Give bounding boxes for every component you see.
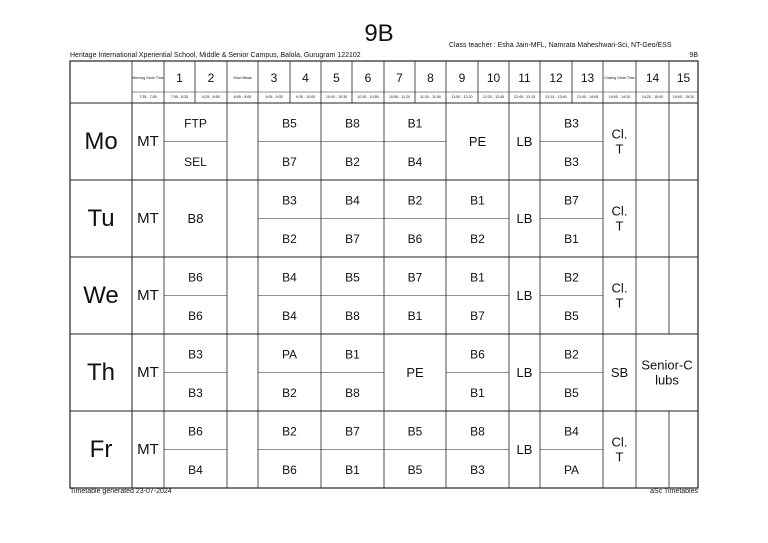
lesson-cell-top: B2 bbox=[564, 270, 579, 285]
lesson-cell-top: FTP bbox=[184, 116, 207, 131]
lesson-cell-top: B1 bbox=[470, 270, 485, 285]
period-label: 5 bbox=[333, 71, 340, 85]
lesson-cell: lubs bbox=[655, 372, 679, 388]
period-time: 7:55 - 8:25 bbox=[170, 95, 189, 99]
lesson-cell-bottom: B6 bbox=[407, 231, 423, 246]
lesson-cell: MT bbox=[137, 364, 159, 381]
period-time: 12:20 - 12:45 bbox=[482, 95, 505, 99]
lesson-cell-top: B8 bbox=[470, 424, 485, 439]
lesson-cell: MT bbox=[137, 441, 159, 458]
lesson-cell-top: B7 bbox=[407, 270, 423, 285]
lesson-cell-top: B2 bbox=[564, 347, 579, 362]
period-label: 7 bbox=[396, 71, 403, 85]
lesson-cell-bottom: B2 bbox=[345, 154, 360, 169]
period-time: 10:55 - 11:20 bbox=[389, 95, 410, 99]
lesson-cell-top: B6 bbox=[188, 270, 203, 285]
period-time: 12:45 - 13:15 bbox=[513, 95, 536, 99]
day-label: Mo bbox=[84, 128, 118, 155]
day-label: We bbox=[83, 282, 119, 309]
lesson-cell-top: B4 bbox=[345, 193, 360, 208]
period-time: 8:25 - 8:55 bbox=[202, 95, 220, 99]
lesson-cell-bottom: B6 bbox=[282, 462, 297, 477]
lesson-cell-top: B7 bbox=[564, 193, 579, 208]
class-title: 9B bbox=[364, 20, 394, 47]
period-time: 15:00 - 15:20 bbox=[672, 95, 695, 99]
lesson-cell-top: B8 bbox=[345, 116, 360, 131]
lesson-cell: Cl. bbox=[611, 434, 628, 450]
lesson-cell: MT bbox=[137, 133, 159, 150]
lesson-cell-bottom: B1 bbox=[345, 462, 360, 477]
lesson-cell-bottom: B5 bbox=[407, 462, 423, 477]
period-label: Closing Circle Time bbox=[604, 76, 635, 80]
period-time: 11:20 - 11:50 bbox=[420, 95, 441, 99]
lesson-cell: LB bbox=[516, 365, 533, 380]
lesson-cell: Cl. bbox=[611, 203, 628, 219]
period-label: Morning Circle Time bbox=[132, 76, 164, 80]
lesson-cell-top: B3 bbox=[282, 193, 297, 208]
period-label: Short Break bbox=[233, 76, 252, 80]
lesson-cell-bottom: B2 bbox=[282, 231, 297, 246]
lesson-cell-bottom: B7 bbox=[345, 231, 360, 246]
lesson-cell: PE bbox=[468, 134, 487, 149]
period-time: 10:00 - 10:30 bbox=[325, 95, 348, 99]
lesson-cell-bottom: B8 bbox=[345, 308, 360, 323]
period-time: 13:15 - 13:40 bbox=[545, 95, 567, 99]
lesson-cell-bottom: B3 bbox=[564, 154, 579, 169]
period-label: 13 bbox=[580, 71, 595, 85]
period-label: 6 bbox=[364, 71, 372, 85]
lesson-cell-top: B1 bbox=[407, 116, 423, 131]
period-time: 14:20 - 15:00 bbox=[641, 95, 664, 99]
period-label: 2 bbox=[207, 71, 215, 85]
lesson-cell-bottom: B1 bbox=[470, 385, 485, 400]
lesson-cell-bottom: B3 bbox=[470, 462, 485, 477]
period-label: 14 bbox=[645, 71, 660, 85]
period-time: 8:55 - 9:05 bbox=[233, 95, 252, 99]
lesson-cell-bottom: B5 bbox=[564, 385, 579, 400]
lesson-cell-top: B1 bbox=[470, 193, 485, 208]
period-label: 4 bbox=[302, 71, 309, 85]
lesson-cell-bottom: B5 bbox=[564, 308, 579, 323]
lesson-cell-bottom: B4 bbox=[188, 462, 203, 477]
lesson-cell-top: B1 bbox=[345, 347, 360, 362]
period-time: 7:35 - 7:55 bbox=[139, 95, 157, 99]
lesson-cell: MT bbox=[137, 210, 159, 227]
lesson-cell-top: B3 bbox=[188, 347, 203, 362]
lesson-cell: T bbox=[615, 141, 624, 157]
period-label: 1 bbox=[176, 71, 183, 85]
lesson-cell-bottom: PA bbox=[563, 462, 580, 477]
period-time: 13:40 - 14:05 bbox=[576, 95, 599, 99]
lesson-cell-top: B5 bbox=[282, 116, 297, 131]
period-time: 10:30 - 10:55 bbox=[357, 95, 379, 99]
lesson-cell-top: B2 bbox=[407, 193, 423, 208]
lesson-cell-bottom: B2 bbox=[470, 231, 485, 246]
lesson-cell-bottom: B3 bbox=[188, 385, 203, 400]
lesson-cell-bottom: B4 bbox=[407, 154, 423, 169]
period-label: 9 bbox=[458, 71, 466, 85]
lesson-cell: MT bbox=[137, 287, 159, 304]
lesson-cell-top: B6 bbox=[188, 424, 203, 439]
generated-date: Timetable generated 23-07-2024 bbox=[70, 488, 172, 495]
period-label: 11 bbox=[518, 71, 531, 85]
lesson-cell-top: B5 bbox=[407, 424, 423, 439]
period-label: 3 bbox=[270, 71, 278, 85]
period-label: 15 bbox=[676, 71, 691, 85]
software-credit: aSc Timetables bbox=[650, 488, 698, 495]
lesson-cell-bottom: B4 bbox=[282, 308, 297, 323]
lesson-cell-bottom: B1 bbox=[407, 308, 423, 323]
lesson-cell-bottom: B1 bbox=[564, 231, 579, 246]
period-time: 9:05 - 9:35 bbox=[265, 95, 283, 99]
lesson-cell: LB bbox=[516, 442, 533, 457]
lesson-cell: SB bbox=[610, 365, 629, 380]
day-label: Fr bbox=[89, 436, 113, 463]
day-label: Th bbox=[86, 359, 116, 386]
class-code-label: 9B bbox=[689, 52, 698, 59]
class-teacher-label: Class teacher : Esha Jain-MFL, Namrata Maheshwari-Sci, NT-Geo/ESS bbox=[449, 42, 672, 49]
lesson-cell-top: B2 bbox=[282, 424, 297, 439]
period-label: 10 bbox=[486, 71, 501, 85]
lesson-cell-top: B3 bbox=[564, 116, 579, 131]
lesson-cell: LB bbox=[516, 288, 533, 303]
lesson-cell-bottom: SEL bbox=[184, 154, 207, 169]
school-name: Heritage International Xperiential School, Middle & Senior Campus, Balola, Gurugram 122102 bbox=[70, 52, 361, 59]
lesson-cell-bottom: B6 bbox=[188, 308, 203, 323]
lesson-cell: PE bbox=[406, 365, 424, 380]
lesson-cell: T bbox=[615, 218, 624, 234]
period-time: 14:05 - 14:20 bbox=[608, 95, 631, 99]
lesson-cell: T bbox=[615, 295, 624, 311]
lesson-cell: Cl. bbox=[611, 126, 628, 142]
lesson-cell: LB bbox=[516, 211, 533, 226]
lesson-cell: T bbox=[615, 449, 624, 465]
period-label: 8 bbox=[427, 71, 434, 85]
lesson-cell-top: B4 bbox=[564, 424, 579, 439]
lesson-cell-top: B7 bbox=[345, 424, 360, 439]
lesson-cell: Cl. bbox=[611, 280, 628, 296]
lesson-cell-top: PA bbox=[281, 347, 298, 362]
period-time: 11:50 - 12:20 bbox=[451, 95, 473, 99]
lesson-cell-bottom: B7 bbox=[282, 154, 297, 169]
lesson-cell: Senior-C bbox=[641, 357, 693, 373]
lesson-cell-top: B6 bbox=[470, 347, 485, 362]
lesson-cell: B8 bbox=[187, 211, 204, 226]
period-time: 9:35 - 10:00 bbox=[295, 95, 316, 99]
lesson-cell-bottom: B8 bbox=[345, 385, 360, 400]
period-label: 12 bbox=[549, 71, 563, 85]
lesson-cell-top: B5 bbox=[345, 270, 360, 285]
lesson-cell: LB bbox=[516, 134, 533, 149]
lesson-cell-bottom: B7 bbox=[470, 308, 485, 323]
lesson-cell-bottom: B2 bbox=[282, 385, 297, 400]
day-label: Tu bbox=[87, 205, 115, 232]
lesson-cell-top: B4 bbox=[282, 270, 297, 285]
